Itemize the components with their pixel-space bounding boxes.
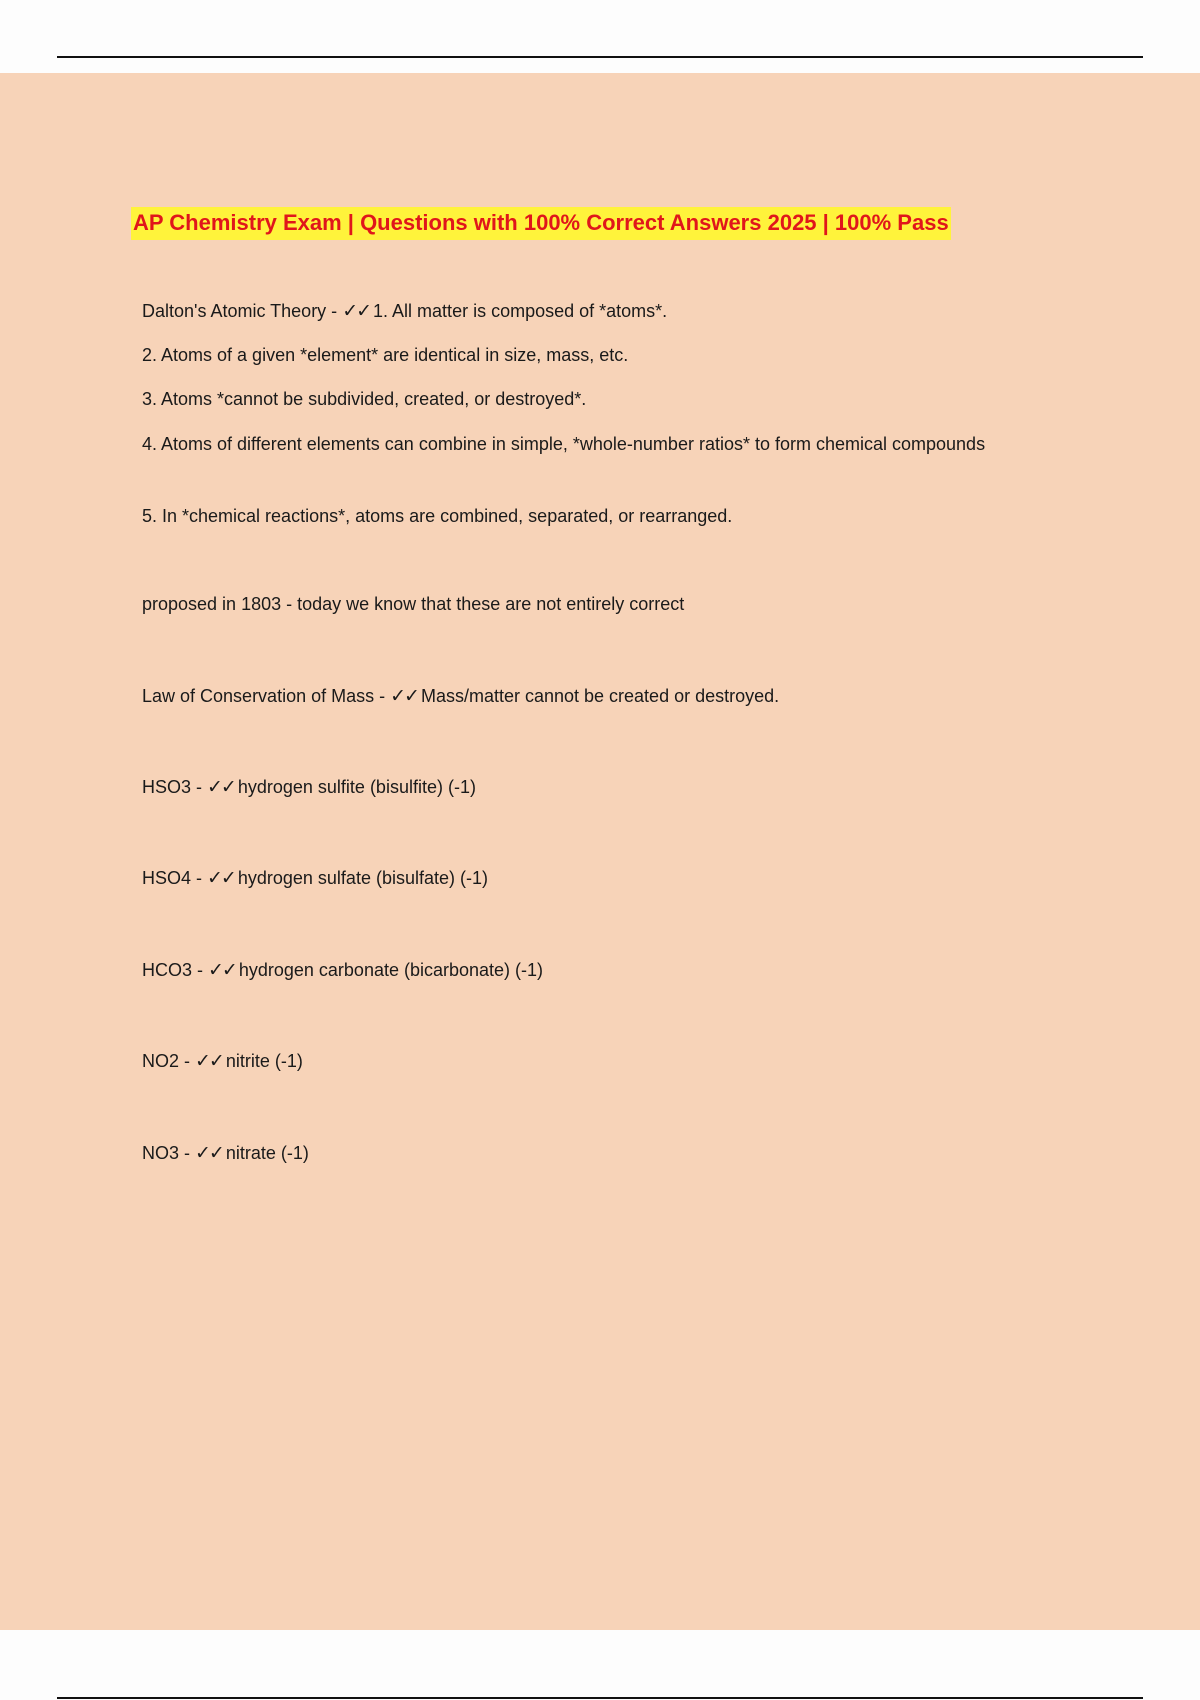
header-rule: [57, 56, 1143, 58]
entry-term: Dalton's Atomic Theory -: [142, 301, 343, 321]
entry-answer: nitrite (-1): [225, 1051, 303, 1071]
entry-term: NO3 -: [142, 1143, 196, 1163]
entry-hso3: [142, 773, 476, 801]
entry-answer: hydrogen sulfite (bisulfite) (-1): [237, 777, 476, 797]
double-check-icon: ✓✓: [342, 300, 371, 322]
entry-hso4: [142, 864, 488, 892]
entry-answer: 1. All matter is composed of *atoms*.: [373, 301, 668, 321]
entry-text: 4. Atoms of different elements can combine in simple, *whole-number ratios* to form chemical compounds: [142, 434, 986, 454]
entry-term: HSO4 -: [142, 868, 208, 888]
entry-text: 3. Atoms *cannot be subdivided, created, or destroyed*.: [142, 389, 587, 409]
entry-answer: Mass/matter cannot be created or destroyed.: [420, 686, 780, 706]
entry-answer: nitrate (-1): [225, 1143, 309, 1163]
entry-text: 2. Atoms of a given *element* are identical in size, mass, etc.: [142, 345, 629, 365]
entry-term: HSO3 -: [142, 777, 208, 797]
entry-law-of-conservation-of-mass: [142, 682, 779, 710]
footer-rule: [57, 1697, 1143, 1699]
entry-term: Law of Conservation of Mass -: [142, 686, 391, 706]
double-check-icon: ✓✓: [208, 959, 236, 981]
double-check-icon: ✓✓: [390, 685, 418, 707]
entry-hco3: [142, 956, 543, 984]
entry-daltons-atomic-theory: [142, 297, 667, 325]
entry-text: proposed in 1803 - today we know that these are not entirely correct: [142, 594, 685, 614]
double-check-icon: ✓✓: [195, 1142, 223, 1164]
document-title: AP Chemistry Exam | Questions with 100% Correct Answers 2025 | 100% Pass: [131, 207, 951, 240]
entry-text: 5. In *chemical reactions*, atoms are combined, separated, or rearranged.: [142, 506, 733, 526]
entry-term: NO2 -: [142, 1051, 196, 1071]
double-check-icon: ✓✓: [195, 1050, 223, 1072]
document-page: [0, 73, 1200, 1630]
entry-answer: hydrogen sulfate (bisulfate) (-1): [237, 868, 488, 888]
entry-no2: [142, 1047, 303, 1075]
entry-no3: [142, 1139, 309, 1167]
entry-term: HCO3 -: [142, 960, 209, 980]
entry-answer: hydrogen carbonate (bicarbonate) (-1): [238, 960, 544, 980]
double-check-icon: ✓✓: [207, 776, 235, 798]
double-check-icon: ✓✓: [207, 867, 235, 889]
